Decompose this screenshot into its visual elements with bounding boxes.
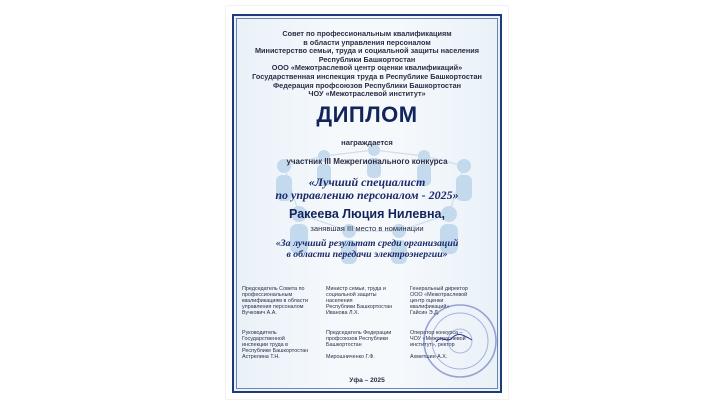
awarded-text: награждается [341, 138, 393, 147]
organizer-line: Министерство семьи, труда и социальной защиты населения [254, 46, 480, 56]
nomination-line: в области передачи электроэнергии» [286, 249, 448, 260]
signatory-line: центр оценки [410, 298, 444, 305]
signatory-line: профессиональным [242, 292, 293, 299]
recipient-name: Ракеева Люция Нилевна, [289, 207, 445, 221]
signatory-line: Председатель Федерации [326, 330, 392, 336]
signatory-line: ЧОУ «Межотраслевой [410, 336, 466, 343]
signatory-line: квалификаций» [410, 304, 450, 311]
organizer-line: в области управления персоналом [303, 37, 431, 47]
signatory-line: Государственной [242, 336, 285, 343]
signatory-line: Руководитель [242, 330, 277, 336]
participant-text: участник III Межрегионального конкурса [286, 157, 448, 166]
signatory-line: населения [326, 298, 353, 305]
signatory-line: институт», ректор [410, 342, 455, 349]
signatory-line: Оператор конкурса – [410, 330, 463, 336]
contest-line: «Лучший специалист [308, 175, 426, 189]
city-year: Уфа – 2025 [349, 377, 385, 384]
diploma-sheet [226, 6, 508, 399]
signatory-line: Председатель Совета по [242, 286, 305, 292]
signatory [326, 330, 408, 360]
nomination-name [234, 238, 500, 260]
signatory-line: Астрелина Т.Н. [242, 354, 280, 361]
signatory-line: Ахметшин А.Х. [410, 354, 448, 361]
nomination-line: «За лучший результат среди организаций [275, 238, 459, 249]
signatory-line: Министр семьи, труда и [326, 286, 386, 292]
signatory-line: Генеральный директор [410, 286, 468, 292]
contest-name [234, 176, 500, 202]
signatory-line: Иванова Л.Х. [326, 310, 360, 317]
signatory-line: Гайсин Э.Д. [410, 310, 440, 317]
place-text: занявшая III место в номинации [310, 224, 424, 233]
signatory-line: инспекции труда в [242, 342, 288, 349]
signatory-line: социальной защиты [326, 292, 377, 299]
organizers-block [234, 30, 500, 99]
diploma-title: ДИПЛОМ [316, 102, 418, 127]
signatory [242, 330, 324, 360]
signatory-line: квалификациям в области [242, 298, 308, 305]
organizer-line: Республики Башкортостан [318, 54, 416, 64]
organizer-line: Федерация профсоюзов Республики Башкортостан [272, 80, 462, 90]
signatory-line: Мирошниченко Г.Ф. [326, 354, 375, 361]
signatory-line: ООО «Межотраслевой [410, 292, 468, 299]
signatory-line: Республики Башкортостан [326, 304, 393, 311]
organizer-line: Совет по профессиональным квалификациям [282, 29, 452, 38]
signatory-line: Вучкович А.А. [242, 310, 277, 317]
signatory [326, 286, 408, 316]
organizer-line: ЧОУ «Межотраслевой институт» [308, 89, 426, 99]
signatory-line: профсоюзов Республики [326, 336, 389, 343]
signatory-line: Республике Башкортостан [242, 348, 309, 355]
handwritten-signature [434, 332, 474, 346]
signatory [242, 286, 324, 316]
contest-line: по управлению персоналом - 2025» [275, 188, 459, 202]
organizer-line: ООО «Межотраслевой центр оценки квалификаций» [271, 63, 463, 73]
organizer-line: Государственная инспекция труда в Республике Башкортостан [252, 71, 482, 81]
diploma-border [232, 14, 502, 393]
signatory-line: управления персоналом [242, 304, 304, 311]
signatory-line: Башкортостан [326, 342, 362, 349]
